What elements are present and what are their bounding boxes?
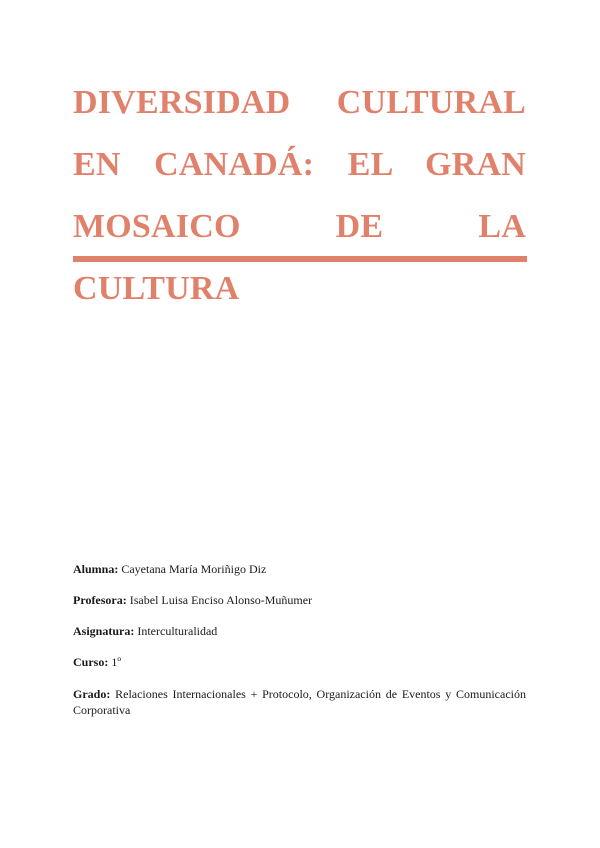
title-underline-rule [73, 256, 527, 262]
degree-value: Relaciones Internacionales + Protocolo, Organización de Eventos y Comunicación Corporativa [73, 687, 526, 717]
title-line-2: EN CANADÁ: EL GRAN [73, 146, 526, 183]
subject-field [73, 623, 526, 639]
document-title [73, 72, 526, 320]
degree-field [73, 686, 526, 718]
professor-value: Isabel Luisa Enciso Alonso-Muñumer [126, 593, 313, 607]
title-line-1: DIVERSIDAD CULTURAL [73, 84, 526, 121]
student-field [73, 561, 526, 577]
course-field [73, 654, 526, 670]
course-value: 1º [108, 655, 122, 669]
professor-field [73, 592, 526, 608]
professor-label: Profesora: [73, 593, 127, 607]
title-line-3: MOSAICO DE LA CULTURA [73, 208, 526, 307]
degree-label: Grado: [73, 687, 111, 701]
student-label: Alumna: [73, 562, 119, 576]
subject-value: Interculturalidad [134, 624, 218, 638]
student-value: Cayetana María Moriñigo Diz [118, 562, 267, 576]
subject-label: Asignatura: [73, 624, 135, 638]
course-label: Curso: [73, 655, 109, 669]
